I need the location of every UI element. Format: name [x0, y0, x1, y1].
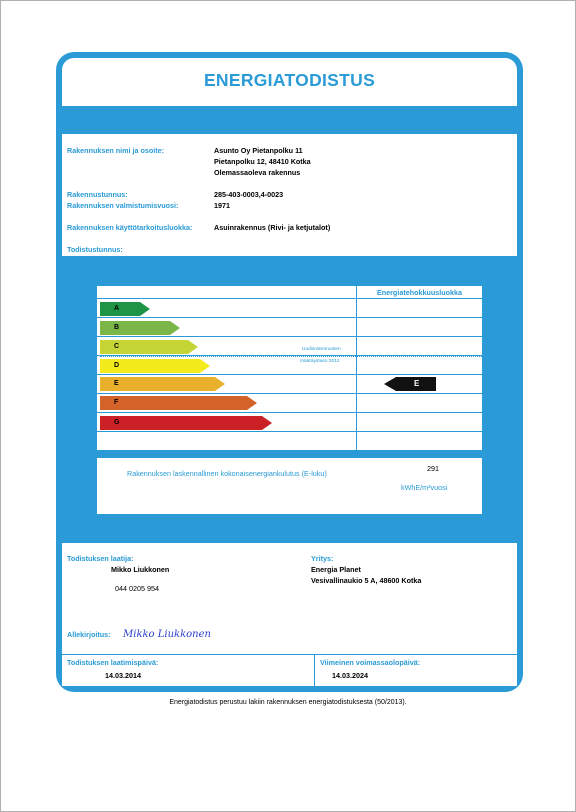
energy-class-letter: F: [114, 399, 119, 406]
e-value-unit: kWhE/m²vuosi: [401, 483, 448, 492]
building-id-label: Rakennustunnus:: [67, 190, 128, 199]
building-use-value: Asuinrakennus (Rivi- ja ketjutalot): [214, 223, 331, 232]
building-name-line-2: Pietanpolku 12, 48410 Kotka: [214, 157, 311, 166]
energy-class-arrow-c: [100, 340, 198, 354]
energy-class-letter: D: [114, 362, 120, 369]
company-name: Energia Planet: [311, 565, 361, 574]
date-divider: [62, 654, 517, 655]
energy-class-arrow-shape: [100, 396, 257, 410]
energy-class-arrow-d: [100, 359, 210, 373]
handwritten-signature: Mikko Liukkonen: [123, 629, 211, 640]
building-year-label: Rakennuksen valmistumisvuosi:: [67, 201, 179, 210]
energy-class-arrow-e: [100, 377, 225, 391]
rating-column-divider: [356, 286, 357, 451]
rating-row-line: [97, 450, 482, 451]
rating-row-line: [97, 298, 482, 299]
rating-row-line: [97, 317, 482, 318]
rating-row-line: [97, 412, 482, 413]
e-value-number: 291: [427, 464, 439, 473]
valid-until-label: Viimeinen voimassaolopäivä:: [320, 658, 421, 667]
energy-class-letter: A: [114, 305, 120, 312]
author-name: Mikko Liukkonen: [111, 565, 170, 574]
issue-date-label: Todistuksen laatimispäivä:: [67, 658, 159, 667]
building-name-line-1: Asunto Oy Pietanpolku 11: [214, 146, 303, 155]
building-name-line-3: Olemassaoleva rakennus: [214, 168, 301, 177]
energy-class-arrow-shape: [100, 416, 272, 430]
energy-class-header: Energiatehokkuusluokka: [376, 288, 463, 297]
company-address: Vesivallinaukio 5 A, 48600 Kotka: [311, 576, 422, 585]
legal-footnote: Energiatodistus perustuu lakiin rakennuksen energiatodistuksesta (50/2013).: [169, 699, 407, 706]
energy-class-letter: E: [114, 380, 119, 387]
energy-class-letter: C: [114, 343, 120, 350]
energy-class-arrow-a: [100, 302, 150, 316]
rating-row-line: [97, 393, 482, 394]
building-id-value: 285-403-0003,4-0023: [214, 190, 284, 199]
page-title: ENERGIATODISTUS: [203, 70, 376, 90]
building-year-value: 1971: [214, 201, 230, 210]
energy-class-arrow-b: [100, 321, 180, 335]
new-building-note-line-1: Uudisrakennusten: [302, 347, 341, 352]
energy-class-arrow-shape: [100, 302, 150, 316]
certificate-number-label: Todistustunnus:: [67, 245, 123, 254]
current-class-letter: E: [414, 379, 420, 388]
new-building-note-line-2: määräystaso 2012: [300, 359, 340, 364]
rating-row-line: [97, 336, 482, 337]
author-phone: 044 0205 954: [115, 584, 159, 593]
energy-class-arrow-shape: [100, 321, 180, 335]
rating-row-line: [97, 431, 482, 432]
title-panel: [62, 58, 517, 106]
current-class-marker: [384, 377, 436, 391]
signature-label: Allekirjoitus:: [67, 630, 111, 639]
energy-class-letter: G: [114, 419, 120, 426]
author-label: Todistuksen laatija:: [67, 554, 134, 563]
e-value-label: Rakennuksen laskennallinen kokonaisenergiankulutus (E-luku): [127, 469, 327, 478]
new-building-requirement-line: [100, 356, 482, 357]
rating-row-line: [97, 374, 482, 375]
building-name-label: Rakennuksen nimi ja osoite:: [67, 146, 165, 155]
energy-class-arrow-f: [100, 396, 257, 410]
company-label: Yritys:: [311, 554, 334, 563]
valid-until-value: 14.03.2024: [332, 671, 368, 680]
energy-class-letter: B: [114, 324, 120, 331]
building-use-label: Rakennuksen käyttötarkoitusluokka:: [67, 223, 193, 232]
issue-date-value: 14.03.2014: [105, 671, 141, 680]
date-column-divider: [314, 654, 315, 686]
energy-class-arrow-g: [100, 416, 272, 430]
